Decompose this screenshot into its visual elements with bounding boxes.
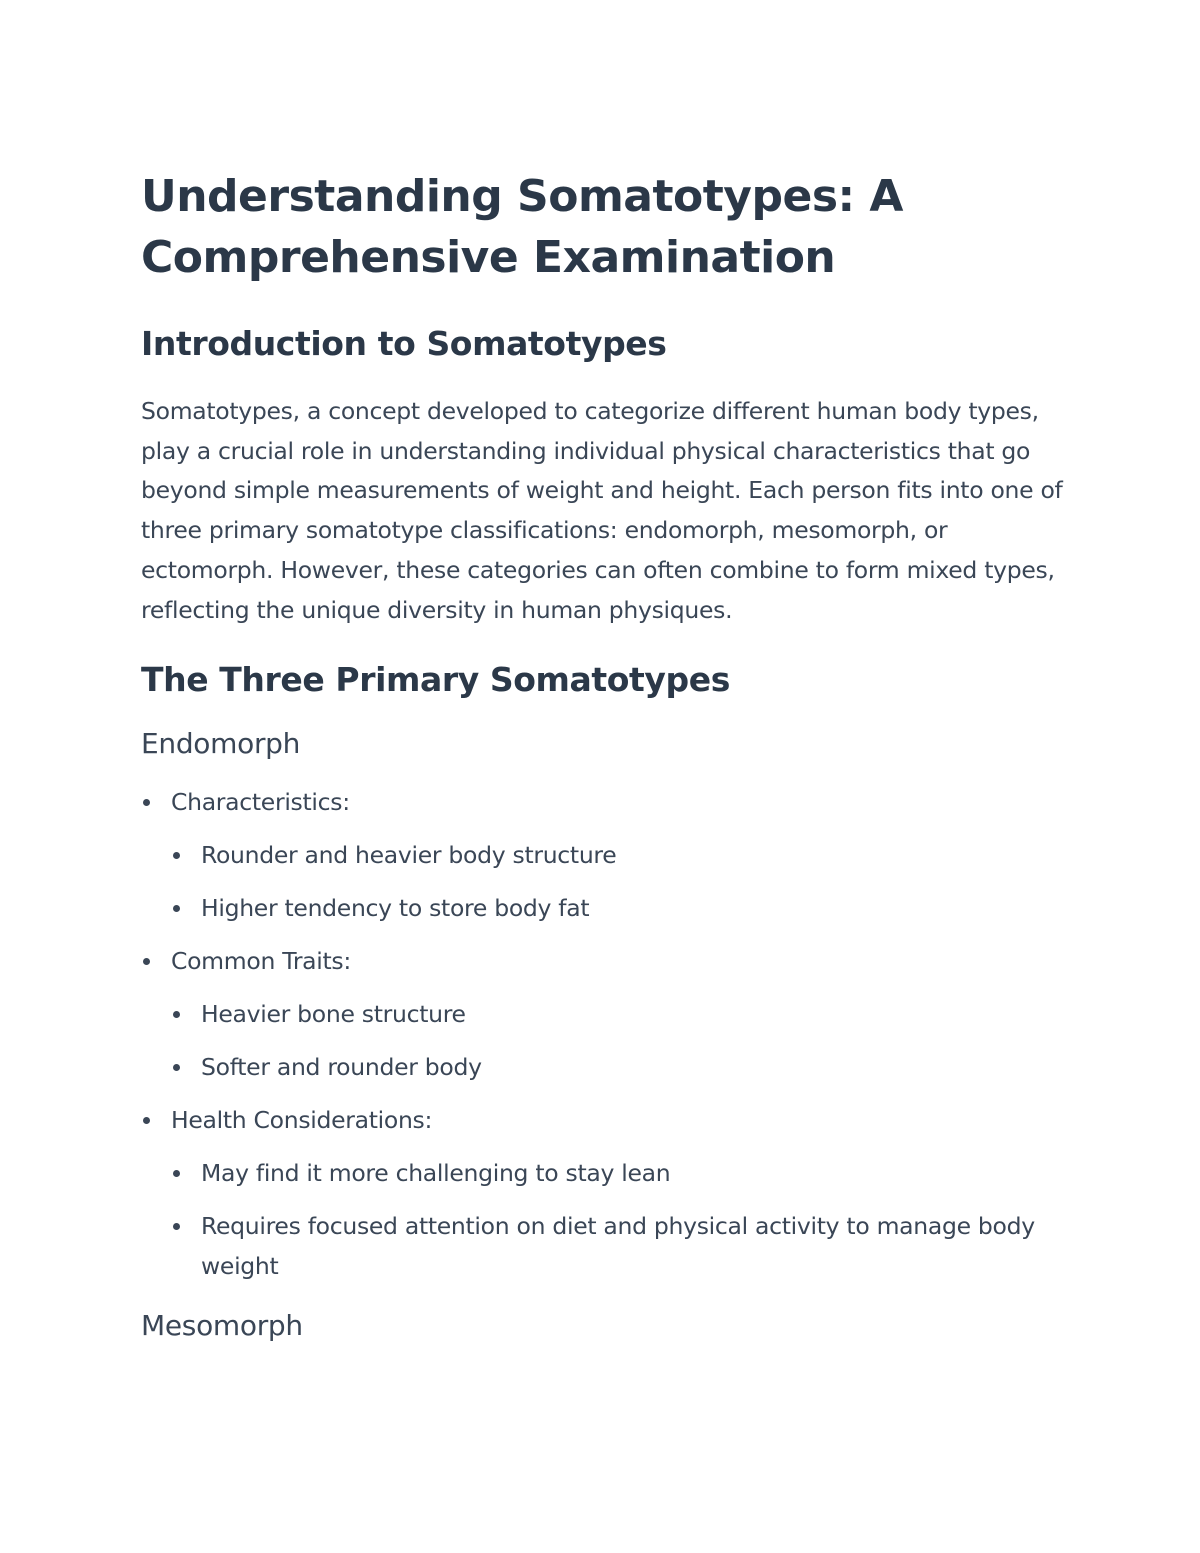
document-page <box>141 166 1071 1344</box>
mesomorph-heading: Mesomorph <box>141 1309 303 1343</box>
bullet-icon <box>173 1011 180 1018</box>
endomorph-list <box>141 782 1071 1286</box>
sub-list <box>171 835 1071 928</box>
list-item <box>171 888 1071 928</box>
group-label: Characteristics: <box>171 788 350 817</box>
group-label: Health Considerations: <box>171 1106 433 1135</box>
bullet-icon <box>173 1223 180 1230</box>
list-item <box>171 1206 1071 1286</box>
list-item-text: Higher tendency to store body fat <box>201 894 590 923</box>
list-item <box>141 1100 1071 1286</box>
bullet-icon <box>173 1170 180 1177</box>
document-title: Understanding Somatotypes: A Comprehensive Examination <box>141 171 903 283</box>
primary-somatotypes-heading: The Three Primary Somatotypes <box>141 660 730 700</box>
bullet-icon <box>143 799 150 806</box>
bullet-icon <box>173 905 180 912</box>
intro-paragraph: Somatotypes, a concept developed to categorize different human body types, play a crucial role in understanding individual physical characteristics that go beyond simple measurements of weight and height. Each person fits into one of three primary somatotype classifications: endomorph, mesomorph, or ectomorph. However, these categories can often combine to form mixed types, reflecting the unique diversity in human physiques. <box>141 397 1063 624</box>
bullet-icon <box>143 958 150 965</box>
endomorph-heading: Endomorph <box>141 727 301 761</box>
sub-list <box>171 1153 1071 1286</box>
list-item-text: May find it more challenging to stay lean <box>201 1159 671 1188</box>
list-item-text: Rounder and heavier body structure <box>201 841 617 870</box>
list-item <box>171 1153 1071 1193</box>
sub-list <box>171 994 1071 1087</box>
list-item-text: Requires focused attention on diet and physical activity to manage body weight <box>201 1212 1035 1281</box>
intro-heading: Introduction to Somatotypes <box>141 324 667 363</box>
bullet-icon <box>173 1064 180 1071</box>
list-item <box>141 941 1071 1087</box>
list-item <box>171 835 1071 875</box>
list-item-text: Softer and rounder body <box>201 1053 482 1082</box>
group-label: Common Traits: <box>171 947 351 976</box>
list-item <box>141 782 1071 928</box>
list-item <box>171 1047 1071 1087</box>
bullet-icon <box>173 852 180 859</box>
list-item <box>171 994 1071 1034</box>
list-item-text: Heavier bone structure <box>201 1000 466 1029</box>
bullet-icon <box>143 1117 150 1124</box>
